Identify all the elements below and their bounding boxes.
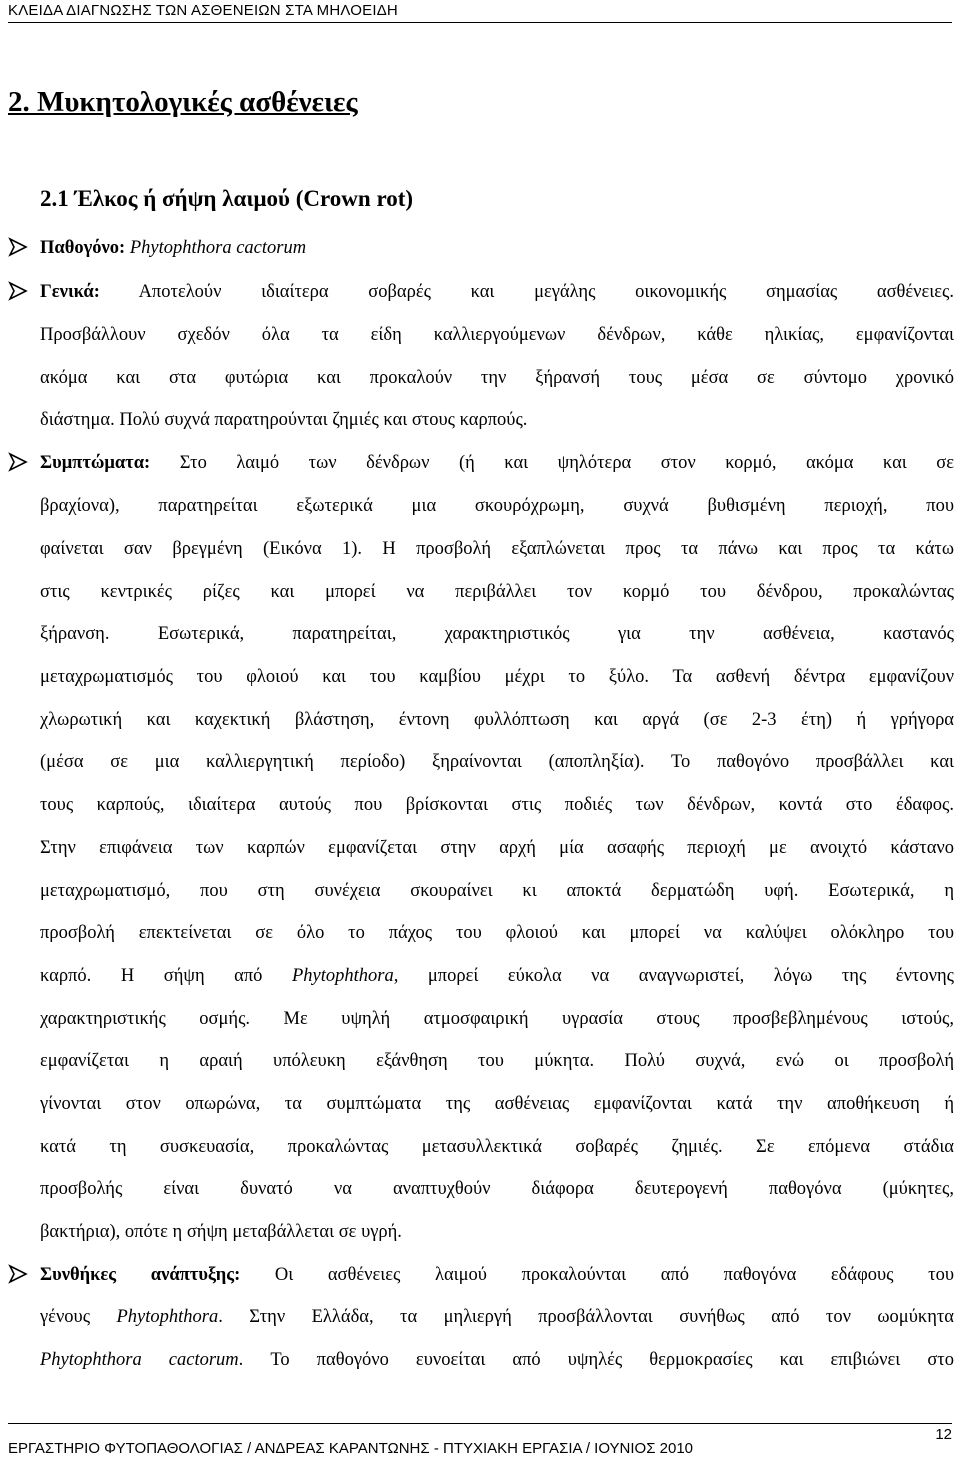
running-header: ΚΛΕΙΔΑ ΔΙΑΓΝΩΣΗΣ ΤΩΝ ΑΣΘΕΝΕΙΩΝ ΣΤΑ ΜΗΛΟΕΙΔΗ [8,2,952,23]
symptoms-line: βραχίονα), παρατηρείται εξωτερικά μια σκουρόχρωμη, συχνά βυθισμένη περιοχή, που [40,496,954,516]
page-footer [8,1423,952,1457]
symptoms-line: χαρακτηριστικής οσμής. Με υψηλή ατμοσφαιρική υγρασία στους προσβεβλημένους ιστούς, [40,1009,954,1029]
symptoms-line: προσβολή επεκτείνεται σε όλο το πάχος του φλοιού και μπορεί να καλύψει ολόκληρο του [40,923,954,943]
symptoms-line: χλωρωτική και καχεκτική βλάστηση, έντονη φυλλόπτωση και αργά (σε 2-3 έτη) ή γρήγορα [40,710,954,730]
general-line-1: Γενικά: Αποτελούν ιδιαίτερα σοβαρές και μεγάλης οικονομικής σημασίας ασθένειες. [40,282,954,302]
conditions-label: Συνθήκες ανάπτυξης: [40,1265,241,1285]
subsection-heading: 2.1 Έλκος ή σήψη λαιμού (Crown rot) [40,186,414,211]
footer-text: ΕΡΓΑΣΤΗΡΙΟ ΦΥΤΟΠΑΘΟΛΟΓΙΑΣ / ΑΝΔΡΕΑΣ ΚΑΡΑΝΤΩΝΗΣ - ΠΤΥΧΙΑΚΗ ΕΡΓΑΣΙΑ / ΙΟΥΝΙΟΣ 2010 [8,1440,694,1457]
conditions-line-1: Συνθήκες ανάπτυξης: Οι ασθένειες λαιμού προκαλούνται από παθογόνα εδάφους του [40,1265,954,1285]
pathogen-label: Παθογόνο: [40,238,126,258]
symptoms-line: γίνονται στον οπωρώνα, τα συμπτώματα της ασθένειας εμφανίζονται κατά την αποθήκευση ή [40,1094,954,1114]
general-line: ακόμα και στα φυτώρια και προκαλούν την ξήρανσή τους μέσα σε σύντομο χρονικό [40,368,954,388]
symptoms-line: προσβολής είναι δυνατό να αναπτυχθούν διάφορα δευτερογενή παθογόνα (μύκητες, [40,1179,954,1199]
pathogen-line [40,236,306,260]
general-line: Προσβάλλουν σχεδόν όλα τα είδη καλλιεργούμενων δένδρων, κάθε ηλικίας, εμφανίζονται [40,325,954,345]
symptoms-line: στις κεντρικές ρίζες και μπορεί να περιβάλλει τον κορμό του δένδρου, προκαλώντας [40,582,954,602]
symptoms-line: βακτήρια), οπότε η σήψη μεταβάλλεται σε υγρή. [40,1222,402,1242]
conditions-line: γένους Phytophthora. Στην Ελλάδα, τα μηλιεργή προσβάλλονται συνήθως από τον ωομύκητα [40,1307,954,1327]
conditions-line: Phytophthora cactorum. Το παθογόνο ευνοείται από υψηλές θερμοκρασίες και επιβιώνει στο [40,1350,954,1370]
symptoms-line-1: Συμπτώματα: Στο λαιμό των δένδρων (ή και ψηλότερα στον κορμό, ακόμα και σε [40,453,954,473]
symptoms-line: Στην επιφάνεια των καρπών εμφανίζεται στην αρχή μία ασαφής περιοχή με ανοιχτό κάστανο [40,838,954,858]
symptoms-line: φαίνεται σαν βρεγμένη (Εικόνα 1). Η προσβολή εξαπλώνεται προς τα πάνω και προς τα κάτω [40,539,954,559]
arrow-bullet-icon [8,237,30,259]
symptoms-label: Συμπτώματα: [40,453,151,473]
symptoms-line: τους καρπούς, ιδιαίτερα αυτούς που βρίσκονται στις ποδιές των δένδρων, κοντά στο έδαφος. [40,795,954,815]
arrow-bullet-icon [8,452,30,474]
symptoms-line: καρπό. Η σήψη από Phytophthora, μπορεί εύκολα να αναγνωριστεί, λόγω της έντονης [40,966,954,986]
pathogen-name: Phytophthora cactorum [129,238,307,258]
symptoms-line: μεταχρωματισμός του φλοιού και του καμβίου μέχρι το ξύλο. Τα ασθενή δέντρα εμφανίζουν [40,667,954,687]
symptoms-line: μεταχρωματισμό, που στη συνέχεια σκουραίνει κι αποκτά δερματώδη υφή. Εσωτερικά, η [40,881,954,901]
arrow-bullet-icon [8,1264,30,1286]
general-label: Γενικά: [40,282,100,302]
arrow-bullet-icon [8,281,30,303]
symptoms-line: (μέσα σε μια καλλιεργητική περίοδο) ξηραίνονται (αποπληξία). Το παθογόνο προσβάλλει και [40,752,954,772]
general-line: διάστημα. Πολύ συχνά παρατηρούνται ζημιές και στους καρπούς. [40,410,528,430]
page-number: 12 [935,1426,952,1443]
section-heading: 2. Μυκητολογικές ασθένειες [8,86,358,118]
symptoms-line: ξήρανση. Εσωτερικά, παρατηρείται, χαρακτηριστικός για την ασθένεια, καστανός [40,624,954,644]
symptoms-line: εμφανίζεται η αραιή υπόλευκη εξάνθηση του μύκητα. Πολύ συχνά, ενώ οι προσβολή [40,1051,954,1071]
symptoms-line: κατά τη συσκευασία, προκαλώντας μετασυλλεκτικά σοβαρές ζημιές. Σε επόμενα στάδια [40,1137,954,1157]
